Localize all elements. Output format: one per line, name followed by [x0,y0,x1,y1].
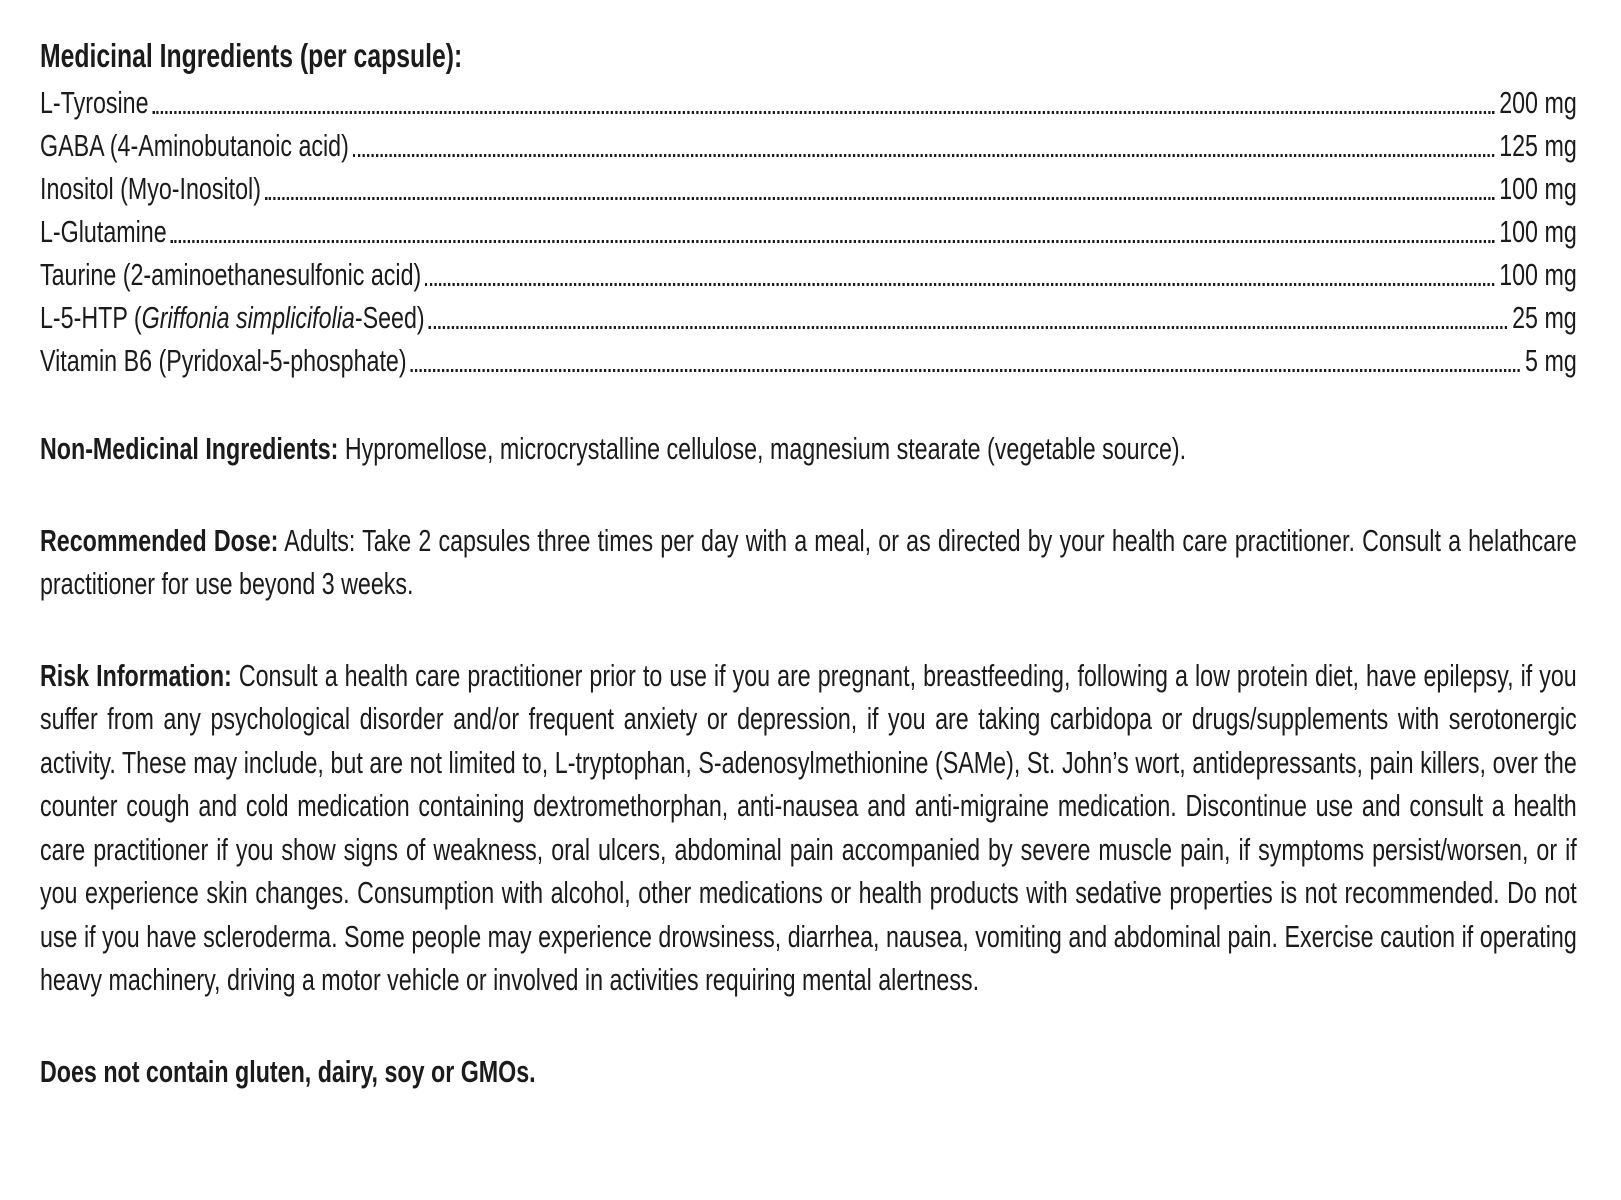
non-medicinal-label: Non-Medicinal Ingredients: [40,431,339,466]
ingredient-name [40,214,167,250]
ingredient-name-text: Taurine (2-aminoethanesulfonic acid) [40,257,422,292]
dot-leader [152,111,1494,114]
ingredient-name-text: Vitamin B6 (Pyridoxal-5-phosphate) [40,343,407,378]
ingredient-name [40,128,349,164]
ingredient-row [40,207,1577,250]
ingredient-row [40,121,1577,164]
ingredient-name-text: L-Glutamine [40,214,167,249]
dot-leader [410,369,1519,372]
risk-information-section [40,654,1577,1002]
ingredient-amount: 125 mg [1499,128,1577,163]
dot-leader [425,283,1494,286]
ingredient-name [40,257,421,293]
recommended-dose-text: Adults: Take 2 capsules three times per day with a meal, or as directed by your health care practitioner. Consult a helathcare practitioner for use beyond 3 weeks. [40,522,1577,601]
ingredient-amount: 100 mg [1499,257,1577,292]
dot-leader [428,326,1507,329]
ingredient-name-text: Inositol (Myo-Inositol) [40,171,261,206]
dot-leader [353,154,1494,157]
ingredient-name [40,300,425,336]
dot-leader [265,197,1494,200]
ingredient-name [40,85,149,121]
ingredient-list [40,78,1577,379]
medicinal-ingredients-heading: Medicinal Ingredients (per capsule): [40,37,463,74]
ingredient-row [40,293,1577,336]
contains-statement: Does not contain gluten, dairy, soy or GMOs. [40,1053,536,1089]
ingredient-amount: 200 mg [1499,85,1577,120]
ingredient-name [40,171,261,207]
risk-information-label: Risk Information: [40,657,232,693]
non-medicinal-section [40,427,1577,471]
ingredient-name [40,343,407,379]
ingredient-row [40,336,1577,379]
ingredient-name-text: L-Tyrosine [40,85,149,120]
ingredient-name-text: GABA (4-Aminobutanoic acid) [40,128,349,163]
ingredient-amount: 100 mg [1499,171,1577,206]
risk-information-text: Consult a health care practitioner prior to use if you are pregnant, breastfeeding, following a low protein diet, have epilepsy, if you suffer from any psychological disorder and/or frequent anxiety or depression, if you are taking carbidopa or drugs/supplements with serotonergic activity. These may include, but are not limited to, L-tryptophan, S-adenosylmethionine (SAMe), St. John’s wort, antidepressants, pain killers, over the counter cough and cold medication containing dextromethorphan, anti-nausea and anti-migraine medication. Discontinue use and consult a health care practitioner if you show signs of weakness, oral ulcers, abdominal pain accompanied by severe muscle pain, if symptoms persist/worsen, or if you experience skin changes. Consumption with alcohol, other medications or health products with sedative properties is not recommended. Do not use if you have scleroderma. Some people may experience drowsiness, diarrhea, nausea, vomiting and abdominal pain. Exercise caution if operating heavy machinery, driving a motor vehicle or involved in activities requiring mental alertness. [40,657,1577,997]
ingredient-row [40,164,1577,207]
ingredient-name-suffix: -Seed) [354,300,425,335]
non-medicinal-text: Hypromellose, microcrystalline cellulose, magnesium stearate (vegetable source). [338,431,1187,466]
ingredient-amount: 100 mg [1499,214,1577,249]
recommended-dose-label: Recommended Dose: [40,522,279,558]
ingredient-row [40,78,1577,121]
ingredient-amount: 5 mg [1525,343,1577,378]
label-content [40,34,1577,1093]
recommended-dose-section [40,519,1577,606]
dot-leader [170,240,1494,243]
ingredient-row [40,250,1577,293]
ingredient-amount: 25 mg [1512,300,1577,335]
ingredient-name-latin: Griffonia simplicifolia [141,300,355,335]
ingredient-name-text: L-5-HTP ( [40,300,142,335]
